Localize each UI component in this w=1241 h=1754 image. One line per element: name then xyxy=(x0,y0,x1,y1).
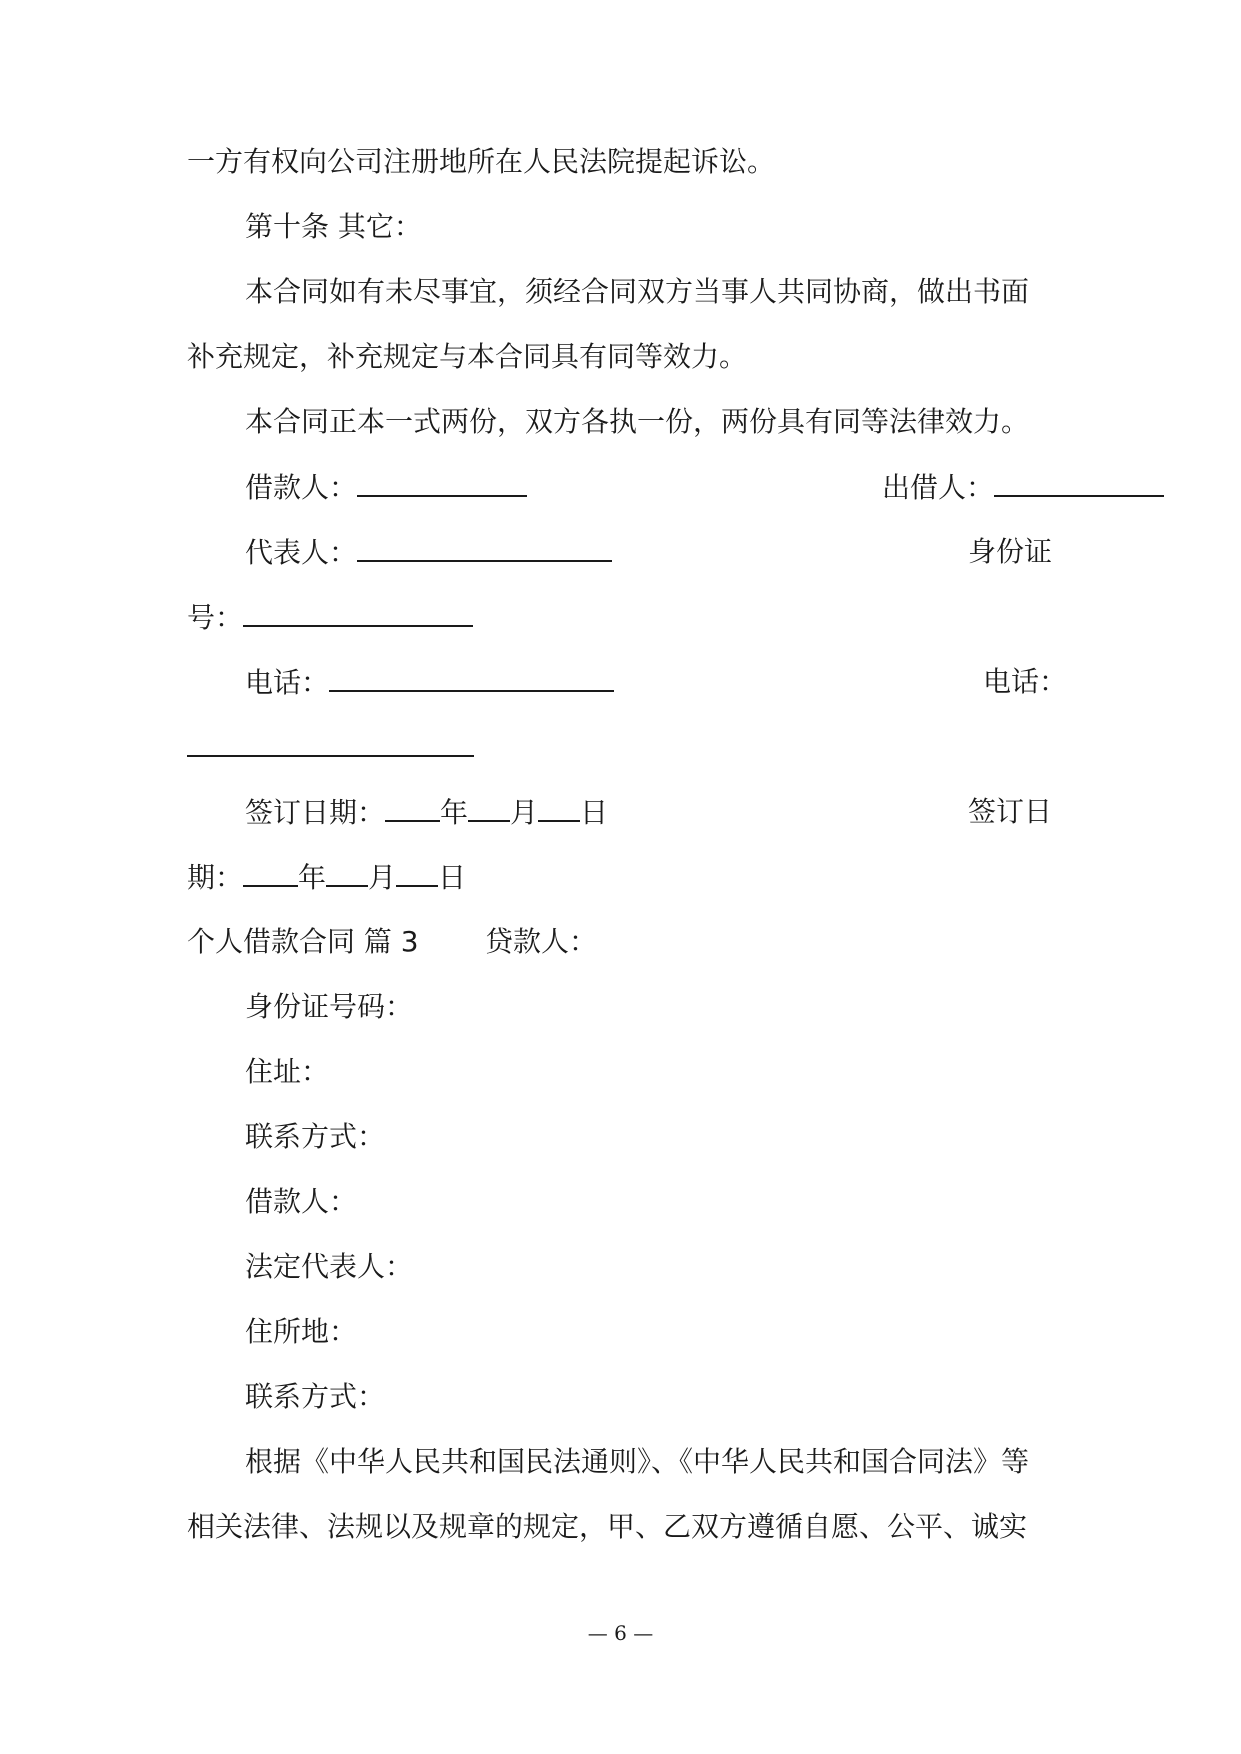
year-blank-left xyxy=(385,794,440,822)
article-10-heading: 第十条 其它： xyxy=(245,210,422,243)
representative-blank xyxy=(357,534,612,562)
paragraph-supplement-line1: 本合同如有未尽事宜，须经合同双方当事人共同协商，做出书面 xyxy=(245,275,1030,308)
lender-header: 贷款人： xyxy=(485,925,598,958)
month-blank-left xyxy=(468,794,510,822)
section-title: 个人借款合同 篇 3 xyxy=(187,925,419,958)
representative-field xyxy=(245,534,612,571)
phone-label-left: 电话： xyxy=(245,666,330,699)
sign-date-field-left xyxy=(245,794,608,831)
phone-label-right: 电话： xyxy=(983,665,1068,698)
phone-field-left xyxy=(245,664,614,701)
borrower-blank xyxy=(357,469,527,497)
year-blank-right xyxy=(243,859,298,887)
legal-representative-label: 法定代表人： xyxy=(245,1250,414,1283)
representative-label: 代表人： xyxy=(245,536,358,569)
sign-date-label-right-part2: 期： xyxy=(187,861,244,894)
phone-blank-right xyxy=(187,729,474,757)
paragraph-supplement-line2: 补充规定，补充规定与本合同具有同等效力。 xyxy=(187,340,748,373)
day-label-left: 日 xyxy=(580,796,609,829)
month-label-left: 月 xyxy=(510,796,539,829)
sign-date-field-right xyxy=(187,859,466,896)
borrower-label: 借款人： xyxy=(245,471,358,504)
lender-signature-field xyxy=(882,469,1164,506)
sign-date-label-left: 签订日期： xyxy=(245,796,386,829)
year-label-right: 年 xyxy=(298,861,327,894)
paragraph-litigation: 一方有权向公司注册地所在人民法院提起诉讼。 xyxy=(187,145,776,178)
page-number: — 6 — xyxy=(587,1621,654,1645)
id-number-label: 身份证号码： xyxy=(245,990,414,1023)
day-label-right: 日 xyxy=(438,861,467,894)
contact-label-borrower: 联系方式： xyxy=(245,1380,386,1413)
id-label-part2: 号： xyxy=(187,601,244,634)
paragraph-legal-basis-line1: 根据《中华人民共和国民法通则》、《中华人民共和国合同法》等 xyxy=(245,1445,1030,1478)
phone-blank-left xyxy=(329,664,614,692)
lender-label: 出借人： xyxy=(882,471,995,504)
address-label: 住址： xyxy=(245,1055,330,1088)
paragraph-copies: 本合同正本一式两份，双方各执一份，两份具有同等法律效力。 xyxy=(245,405,1030,438)
sign-date-label-right-part1: 签订日 xyxy=(968,795,1053,828)
id-number-field xyxy=(187,599,473,636)
paragraph-legal-basis-line2: 相关法律、法规以及规章的规定，甲、乙双方遵循自愿、公平、诚实 xyxy=(187,1510,1028,1543)
month-label-right: 月 xyxy=(368,861,397,894)
borrower-signature-field xyxy=(245,469,527,506)
id-label-part1: 身份证 xyxy=(968,535,1053,568)
month-blank-right xyxy=(326,859,368,887)
phone-field-right xyxy=(187,729,474,766)
borrower-label-2: 借款人： xyxy=(245,1185,358,1218)
day-blank-left xyxy=(538,794,580,822)
day-blank-right xyxy=(396,859,438,887)
year-label-left: 年 xyxy=(440,796,469,829)
id-number-blank xyxy=(243,599,473,627)
lender-blank xyxy=(994,469,1164,497)
domicile-label: 住所地： xyxy=(245,1315,358,1348)
contact-label-lender: 联系方式： xyxy=(245,1120,386,1153)
